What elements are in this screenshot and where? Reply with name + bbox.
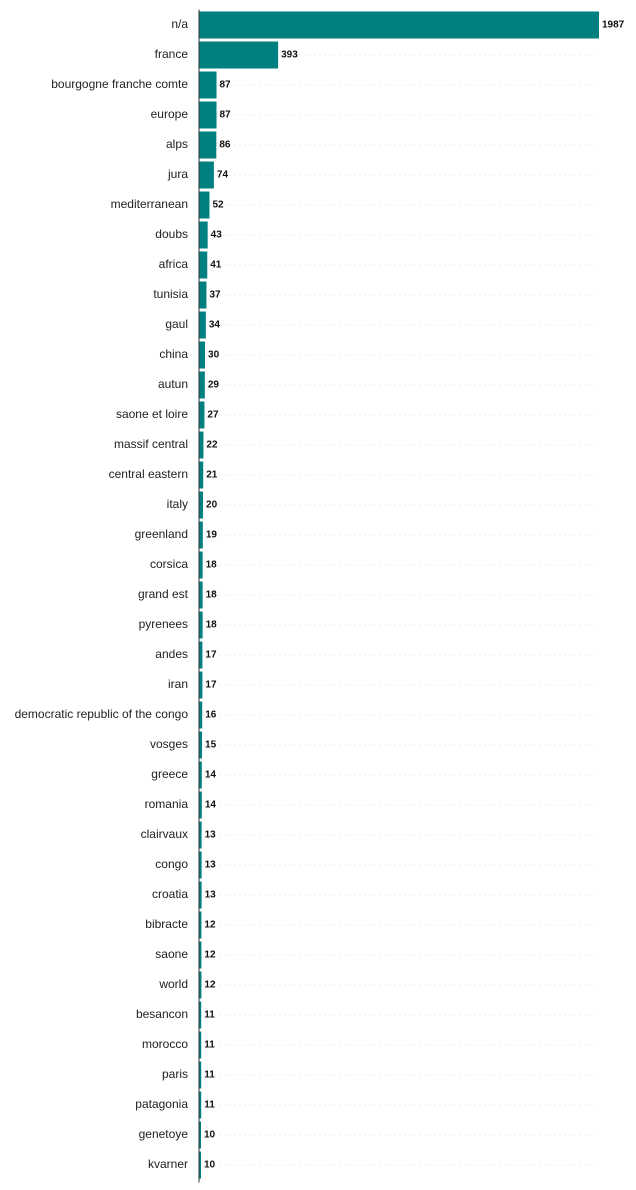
bar [199, 12, 599, 39]
bar [199, 72, 217, 99]
value-label: 20 [206, 499, 218, 511]
value-label: 18 [205, 619, 217, 631]
category-label: clairvaux [140, 827, 188, 842]
value-label: 11 [204, 1069, 215, 1081]
bar [199, 192, 209, 219]
bar [199, 372, 205, 399]
value-label: 30 [208, 349, 220, 361]
value-label: 86 [219, 139, 231, 151]
bar [199, 162, 214, 189]
value-label: 11 [204, 1099, 215, 1111]
bar [199, 132, 216, 159]
bar [199, 522, 203, 549]
value-label: 10 [204, 1159, 216, 1171]
bar [199, 252, 207, 279]
bar [199, 672, 202, 699]
value-label: 21 [206, 469, 218, 481]
bar [199, 582, 203, 609]
value-label: 18 [205, 559, 217, 571]
category-label: pyrenees [138, 617, 188, 632]
category-label: mediterranean [110, 197, 188, 212]
value-label: 87 [219, 79, 231, 91]
category-label: europe [150, 107, 188, 122]
category-label: africa [158, 257, 188, 272]
value-label: 18 [205, 589, 217, 601]
value-label: 12 [204, 919, 216, 931]
category-label: france [154, 47, 188, 62]
value-label: 11 [204, 1039, 215, 1051]
category-label: congo [155, 857, 188, 872]
category-label: bibracte [145, 917, 188, 932]
value-label: 17 [205, 679, 217, 691]
value-label: 1987 [602, 19, 625, 31]
category-label: democratic republic of the congo [14, 707, 188, 722]
bar [199, 312, 206, 339]
value-label: 74 [216, 169, 229, 181]
category-label: besancon [135, 1007, 188, 1022]
value-label: 13 [204, 829, 216, 841]
category-label: italy [166, 497, 188, 512]
category-label: andes [155, 647, 188, 662]
bar [199, 342, 205, 369]
value-label: 14 [204, 799, 216, 811]
value-label: 10 [204, 1129, 216, 1141]
category-label: genetoye [138, 1127, 188, 1142]
category-label: paris [161, 1067, 188, 1082]
bar [199, 462, 203, 489]
value-label: 34 [208, 319, 220, 331]
value-label: 12 [204, 949, 216, 961]
value-label: 87 [219, 109, 231, 121]
value-label: 29 [207, 379, 219, 391]
value-label: 12 [204, 979, 216, 991]
value-label: 22 [206, 439, 218, 451]
category-label: n/a [171, 17, 188, 32]
category-label: croatia [151, 887, 188, 902]
category-label: morocco [141, 1037, 188, 1052]
value-label: 41 [210, 259, 222, 271]
category-labels [15, 17, 189, 1171]
value-label: 27 [207, 409, 219, 421]
category-label: alps [165, 137, 188, 152]
category-label: bourgogne franche comte [51, 77, 188, 92]
value-label: 13 [204, 859, 216, 871]
category-label: autun [157, 377, 188, 392]
category-label: patagonia [135, 1097, 188, 1112]
value-label: 16 [205, 709, 217, 721]
category-label: kvarner [147, 1157, 188, 1172]
value-label: 13 [204, 889, 216, 901]
bar [199, 612, 203, 639]
category-label: iran [167, 677, 188, 692]
category-label: gaul [165, 317, 188, 332]
category-label: tunisia [153, 287, 188, 302]
value-label: 37 [209, 289, 221, 301]
value-label: 15 [205, 739, 217, 751]
category-label: saone et loire [115, 407, 188, 422]
category-label: world [159, 977, 188, 992]
value-label: 43 [210, 229, 222, 241]
value-label: 52 [212, 199, 224, 211]
value-label: 17 [205, 649, 217, 661]
bar [199, 642, 202, 669]
value-label: 393 [281, 49, 298, 61]
bar [199, 102, 217, 129]
bar [199, 282, 206, 309]
category-label: romania [144, 797, 188, 812]
bar [199, 432, 203, 459]
bar [199, 552, 203, 579]
category-label: china [159, 347, 188, 362]
category-label: saone [155, 947, 188, 962]
bar [199, 402, 204, 429]
grid-lines [199, 25, 599, 1165]
bar [199, 492, 203, 519]
category-label: greenland [134, 527, 188, 542]
category-label: central eastern [108, 467, 188, 482]
category-label: jura [167, 167, 188, 182]
bar [199, 42, 278, 69]
category-label: doubs [155, 227, 188, 242]
value-label: 11 [204, 1009, 215, 1021]
category-label: corsica [149, 557, 188, 572]
category-label: massif central [113, 437, 188, 452]
category-label: greece [151, 767, 188, 782]
value-label: 14 [204, 769, 216, 781]
value-label: 19 [205, 529, 217, 541]
bar [199, 222, 208, 249]
category-label: vosges [149, 737, 188, 752]
category-label: grand est [137, 587, 188, 602]
